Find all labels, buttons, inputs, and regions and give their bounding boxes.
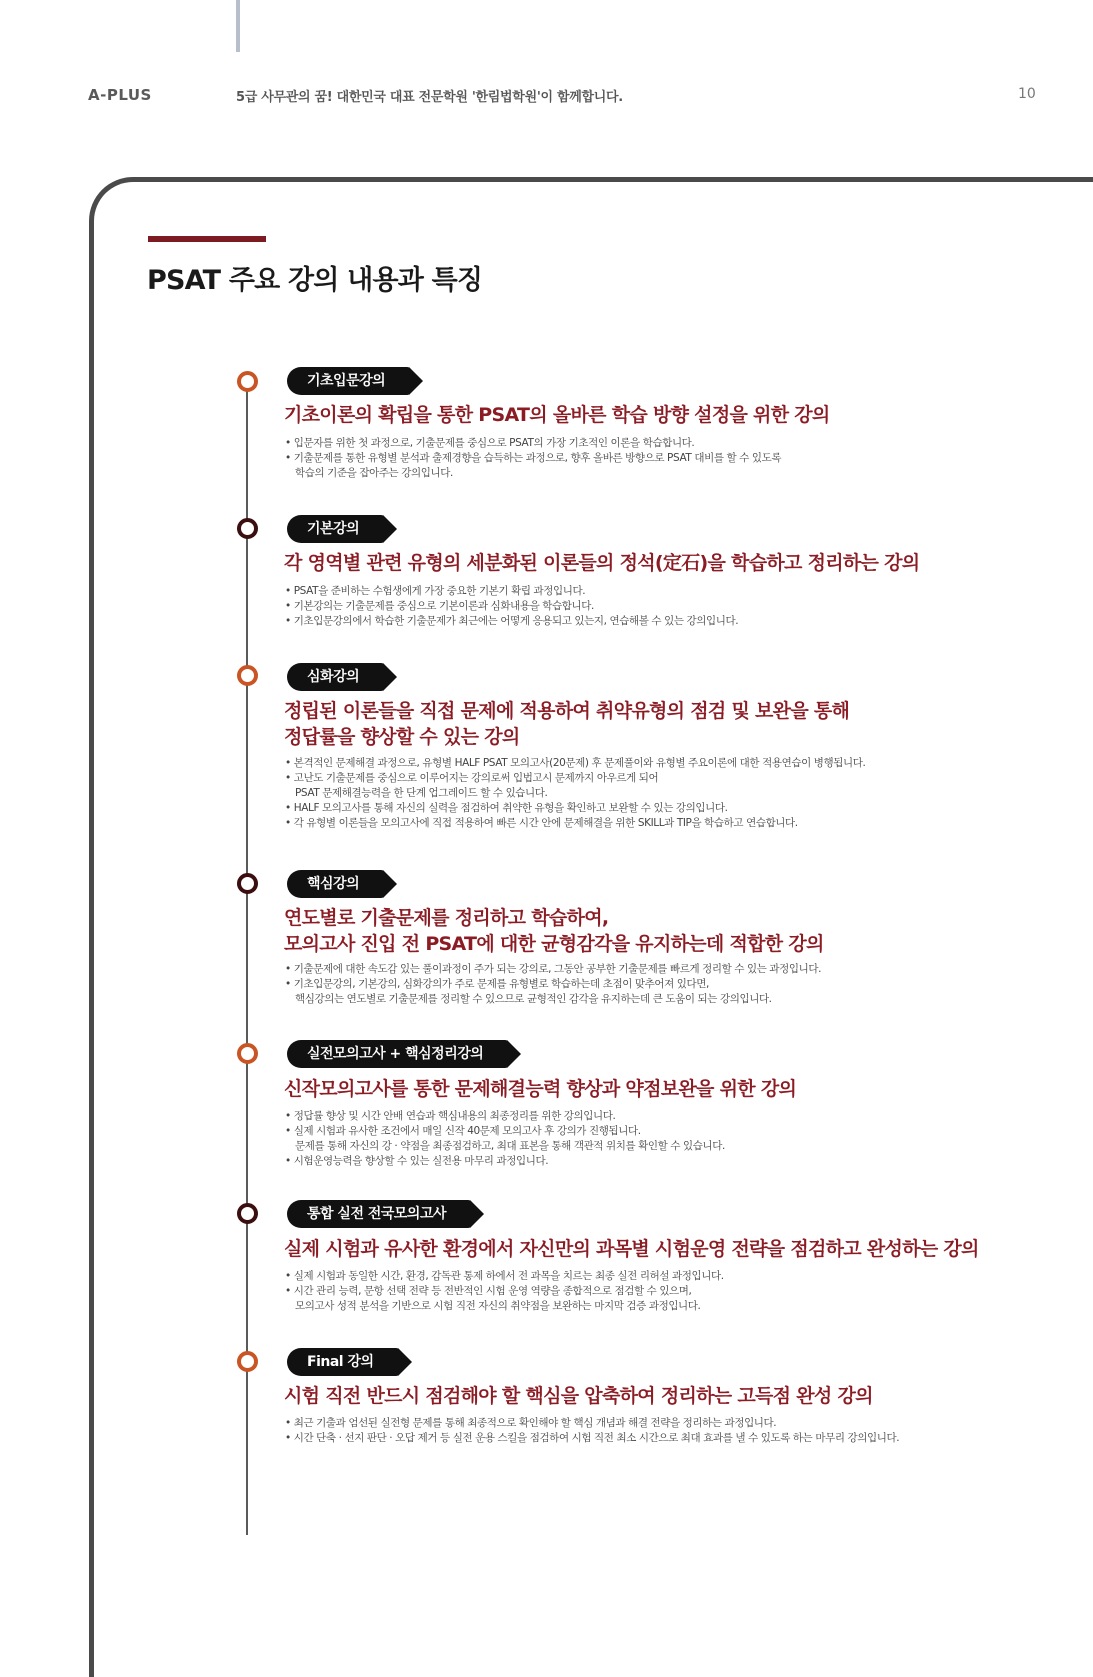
course-bullets bbox=[285, 962, 821, 1007]
course-bullets bbox=[285, 1109, 725, 1169]
bullet-item: • 기출문제에 대한 속도감 있는 풀이과정이 주가 되는 강의로, 그동안 공부한 기출문제를 빠르게 정리할 수 있는 과정입니다. bbox=[285, 962, 821, 977]
course-heading-line: 시험 직전 반드시 점검해야 할 핵심을 압축하여 정리하는 고득점 완성 강의 bbox=[284, 1385, 873, 1407]
course-tag: Final 강의 bbox=[287, 1348, 400, 1376]
bullet-item: • 본격적인 문제해결 과정으로, 유형별 HALF PSAT 모의고사(20문제) 후 문제풀이와 유형별 주요이론에 대한 적용연습이 병행됩니다. bbox=[285, 756, 865, 771]
bullet-item: • 기출문제를 통한 유형별 분석과 출제경향을 습득하는 과정으로, 향후 올바른 방향으로 PSAT 대비를 할 수 있도록 bbox=[285, 451, 781, 466]
course-heading-line: 기초이론의 확립을 통한 PSAT의 올바른 학습 방향 설정을 위한 강의 bbox=[284, 404, 830, 426]
bullet-item: 학습의 기준을 잡아주는 강의입니다. bbox=[295, 467, 453, 479]
course-bullets bbox=[285, 756, 865, 831]
timeline-dot-icon bbox=[237, 518, 258, 539]
timeline-dot-icon bbox=[237, 1351, 258, 1372]
bullet-item: • 시간 관리 능력, 문항 선택 전략 등 전반적인 시험 운영 역량을 종합적으로 점검할 수 있으며, bbox=[285, 1284, 724, 1299]
course-heading bbox=[284, 905, 824, 957]
course-heading bbox=[284, 402, 830, 428]
course-tag: 기초입문강의 bbox=[287, 367, 411, 395]
course-bullets bbox=[285, 584, 738, 629]
course-heading-line: 연도별로 기출문제를 정리하고 학습하여, bbox=[284, 907, 609, 929]
course-bullets bbox=[285, 1269, 724, 1314]
timeline-dot-icon bbox=[237, 1203, 258, 1224]
header-slogan: 5급 사무관의 꿈! 대한민국 대표 전문학원 '한림법학원'이 함께합니다. bbox=[236, 90, 623, 105]
course-heading-line: 정립된 이론들을 직접 문제에 적용하여 취약유형의 점검 및 보완을 통해 bbox=[284, 700, 850, 722]
bullet-item: • 기초입문강의, 기본강의, 심화강의가 주로 문제를 유형별로 학습하는데 초점이 맞추어져 있다면, bbox=[285, 977, 821, 992]
bullet-item: 문제를 통해 자신의 강 · 약점을 최종점검하고, 최대 표본을 통해 객관적 위치를 확인할 수 있습니다. bbox=[295, 1140, 725, 1152]
bullet-item: • 실제 시험과 유사한 조건에서 매일 신작 40문제 모의고사 후 강의가 진행됩니다. bbox=[285, 1124, 725, 1139]
course-heading bbox=[284, 1076, 796, 1102]
bullet-item: • 시험운영능력을 향상할 수 있는 실전용 마무리 과정입니다. bbox=[285, 1154, 725, 1169]
bullet-item: 모의고사 성적 분석을 기반으로 시험 직전 자신의 취약점을 보완하는 마지막 검증 과정입니다. bbox=[295, 1300, 701, 1312]
course-tag: 통합 실전 전국모의고사 bbox=[287, 1200, 472, 1228]
course-bullets bbox=[285, 436, 781, 481]
course-tag: 심화강의 bbox=[287, 663, 385, 691]
course-heading bbox=[284, 550, 919, 576]
bullet-item: • 입문자를 위한 첫 과정으로, 기출문제를 중심으로 PSAT의 가장 기초적인 이론을 학습합니다. bbox=[285, 436, 781, 451]
bullet-item: • HALF 모의고사를 통해 자신의 실력을 점검하여 취약한 유형을 확인하고 보완할 수 있는 강의입니다. bbox=[285, 801, 865, 816]
bullet-item: PSAT 문제해결능력을 한 단계 업그레이드 할 수 있습니다. bbox=[295, 787, 548, 799]
timeline-dot-icon bbox=[237, 665, 258, 686]
course-heading bbox=[284, 698, 849, 750]
course-tag: 실전모의고사 + 핵심정리강의 bbox=[287, 1040, 509, 1068]
bullet-item: 핵심강의는 연도별로 기출문제를 정리할 수 있으므로 균형적인 감각을 유지하는데 큰 도움이 되는 강의입니다. bbox=[295, 993, 772, 1005]
bullet-item: • 실제 시험과 동일한 시간, 환경, 감독관 통제 하에서 전 과목을 치르는 최종 실전 리허설 과정입니다. bbox=[285, 1269, 724, 1284]
course-heading-line: 신작모의고사를 통한 문제해결능력 향상과 약점보완을 위한 강의 bbox=[284, 1078, 797, 1100]
page-number: 10 bbox=[1018, 86, 1036, 102]
course-heading-line: 정답률을 향상할 수 있는 강의 bbox=[284, 726, 520, 748]
course-tag: 핵심강의 bbox=[287, 870, 385, 898]
bullet-item: • 기본강의는 기출문제를 중심으로 기본이론과 심화내용을 학습합니다. bbox=[285, 599, 738, 614]
timeline-dot-icon bbox=[237, 873, 258, 894]
course-tag: 기본강의 bbox=[287, 515, 385, 543]
bullet-item: • 고난도 기출문제를 중심으로 이루어지는 강의로써 입법고시 문제까지 아우르게 되어 bbox=[285, 771, 865, 786]
brand-label: A-PLUS bbox=[88, 86, 152, 104]
bullet-item: • PSAT을 준비하는 수험생에게 가장 중요한 기본기 확립 과정입니다. bbox=[285, 584, 738, 599]
page-title: PSAT 주요 강의 내용과 특징 bbox=[147, 265, 483, 296]
bullet-item: • 각 유형별 이론들을 모의고사에 직접 적용하여 빠른 시간 안에 문제해결을 위한 SKILL과 TIP을 학습하고 연습합니다. bbox=[285, 816, 865, 831]
course-bullets bbox=[285, 1416, 899, 1446]
bullet-item: • 시간 단축 · 선지 판단 · 오답 제거 등 실전 운용 스킬을 점검하여 시험 직전 최소 시간으로 최대 효과를 낼 수 있도록 하는 마무리 강의입니다. bbox=[285, 1431, 899, 1446]
timeline-dot-icon bbox=[237, 371, 258, 392]
course-heading-line: 실제 시험과 유사한 환경에서 자신만의 과목별 시험운영 전략을 점검하고 완성하는 강의 bbox=[284, 1238, 979, 1260]
timeline-dot-icon bbox=[237, 1043, 258, 1064]
bullet-item: • 최근 기출과 엄선된 실전형 문제를 통해 최종적으로 확인해야 할 핵심 개념과 해결 전략을 정리하는 과정입니다. bbox=[285, 1416, 899, 1431]
title-accent-bar bbox=[148, 236, 266, 242]
course-heading bbox=[284, 1236, 979, 1262]
top-divider bbox=[236, 0, 240, 52]
course-heading-line: 모의고사 진입 전 PSAT에 대한 균형감각을 유지하는데 적합한 강의 bbox=[284, 933, 824, 955]
bullet-item: • 기초입문강의에서 학습한 기출문제가 최근에는 어떻게 응용되고 있는지, 연습해볼 수 있는 강의입니다. bbox=[285, 614, 738, 629]
bullet-item: • 정답률 향상 및 시간 안배 연습과 핵심내용의 최종정리를 위한 강의입니다. bbox=[285, 1109, 725, 1124]
course-heading-line: 각 영역별 관련 유형의 세분화된 이론들의 정석(定石)을 학습하고 정리하는 강의 bbox=[284, 552, 920, 574]
course-heading bbox=[284, 1383, 873, 1409]
